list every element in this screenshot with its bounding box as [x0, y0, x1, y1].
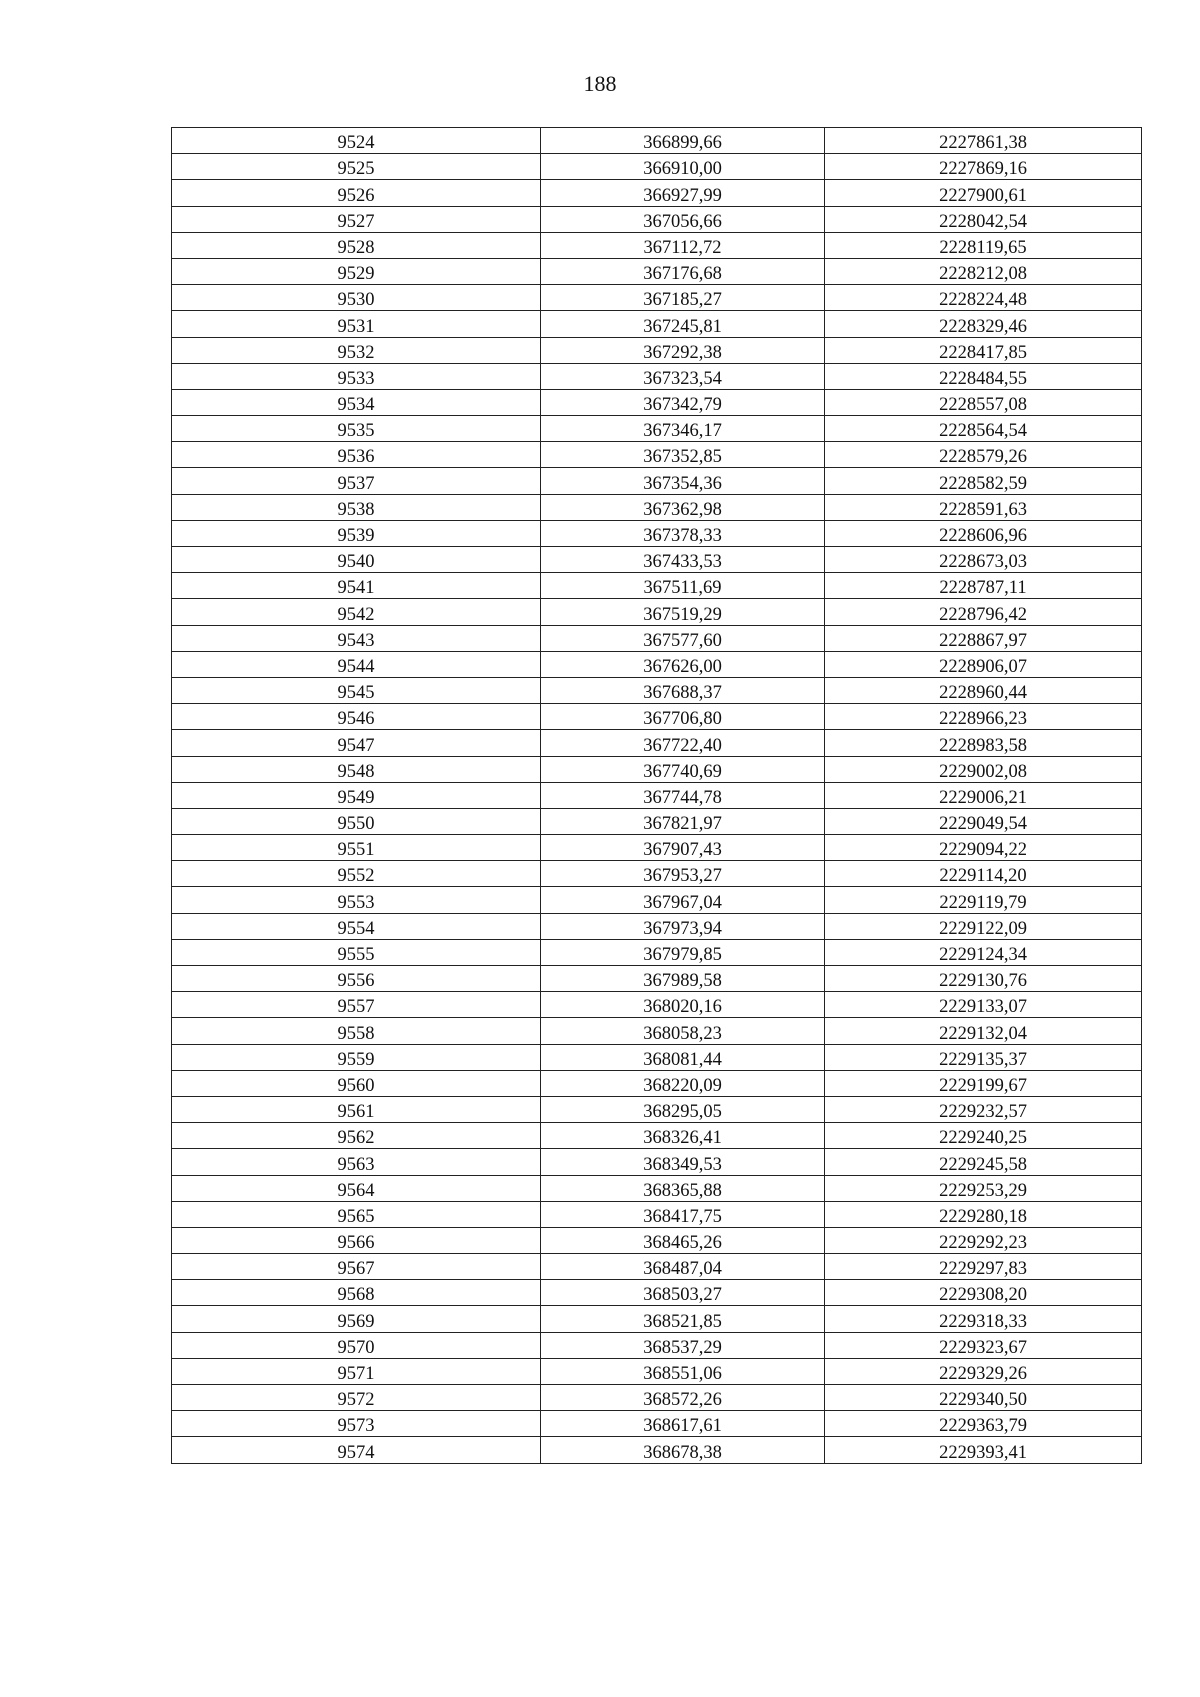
x-coordinate-cell: 368365,88 [541, 1175, 825, 1201]
point-number-cell: 9565 [172, 1201, 541, 1227]
y-coordinate-cell: 2228960,44 [825, 677, 1142, 703]
table-row [172, 128, 1142, 154]
table-row [172, 939, 1142, 965]
x-coordinate-cell: 367967,04 [541, 887, 825, 913]
table-row [172, 547, 1142, 573]
y-coordinate-cell: 2228119,65 [825, 232, 1142, 258]
point-number-cell: 9574 [172, 1437, 541, 1463]
page-number: 188 [583, 71, 617, 96]
table-row [172, 966, 1142, 992]
point-number-cell: 9537 [172, 468, 541, 494]
table-row [172, 1123, 1142, 1149]
y-coordinate-cell: 2229240,25 [825, 1123, 1142, 1149]
y-coordinate-cell: 2229308,20 [825, 1280, 1142, 1306]
point-number-cell: 9571 [172, 1358, 541, 1384]
point-number-cell: 9540 [172, 547, 541, 573]
point-number-cell: 9525 [172, 154, 541, 180]
table-row [172, 520, 1142, 546]
table-row [172, 232, 1142, 258]
table-row [172, 808, 1142, 834]
point-number-cell: 9548 [172, 756, 541, 782]
x-coordinate-cell: 368326,41 [541, 1123, 825, 1149]
x-coordinate-cell: 367989,58 [541, 966, 825, 992]
y-coordinate-cell: 2229340,50 [825, 1385, 1142, 1411]
table-row [172, 389, 1142, 415]
table-row [172, 1201, 1142, 1227]
x-coordinate-cell: 367953,27 [541, 861, 825, 887]
x-coordinate-cell: 368349,53 [541, 1149, 825, 1175]
y-coordinate-cell: 2229245,58 [825, 1149, 1142, 1175]
y-coordinate-cell: 2229329,26 [825, 1358, 1142, 1384]
point-number-cell: 9543 [172, 625, 541, 651]
table-row [172, 180, 1142, 206]
x-coordinate-cell: 368537,29 [541, 1332, 825, 1358]
point-number-cell: 9527 [172, 206, 541, 232]
point-number-cell: 9524 [172, 128, 541, 154]
table-row [172, 1306, 1142, 1332]
table-row [172, 625, 1142, 651]
point-number-cell: 9566 [172, 1227, 541, 1253]
point-number-cell: 9559 [172, 1044, 541, 1070]
table-row [172, 704, 1142, 730]
point-number-cell: 9528 [172, 232, 541, 258]
table-row [172, 887, 1142, 913]
table-row [172, 1070, 1142, 1096]
point-number-cell: 9570 [172, 1332, 541, 1358]
point-number-cell: 9563 [172, 1149, 541, 1175]
table-row [172, 206, 1142, 232]
table-row [172, 1437, 1142, 1463]
y-coordinate-cell: 2229133,07 [825, 992, 1142, 1018]
coordinates-table-body [172, 128, 1142, 1464]
x-coordinate-cell: 367519,29 [541, 599, 825, 625]
table-row [172, 494, 1142, 520]
point-number-cell: 9572 [172, 1385, 541, 1411]
point-number-cell: 9538 [172, 494, 541, 520]
point-number-cell: 9530 [172, 285, 541, 311]
y-coordinate-cell: 2228417,85 [825, 337, 1142, 363]
table-row [172, 1227, 1142, 1253]
point-number-cell: 9551 [172, 835, 541, 861]
y-coordinate-cell: 2227861,38 [825, 128, 1142, 154]
table-row [172, 651, 1142, 677]
x-coordinate-cell: 367511,69 [541, 573, 825, 599]
point-number-cell: 9555 [172, 939, 541, 965]
point-number-cell: 9539 [172, 520, 541, 546]
x-coordinate-cell: 367323,54 [541, 363, 825, 389]
table-row [172, 861, 1142, 887]
x-coordinate-cell: 366899,66 [541, 128, 825, 154]
x-coordinate-cell: 368058,23 [541, 1018, 825, 1044]
x-coordinate-cell: 368503,27 [541, 1280, 825, 1306]
table-row [172, 363, 1142, 389]
y-coordinate-cell: 2228042,54 [825, 206, 1142, 232]
y-coordinate-cell: 2227900,61 [825, 180, 1142, 206]
table-row [172, 677, 1142, 703]
y-coordinate-cell: 2229130,76 [825, 966, 1142, 992]
table-row [172, 992, 1142, 1018]
x-coordinate-cell: 367433,53 [541, 547, 825, 573]
x-coordinate-cell: 367626,00 [541, 651, 825, 677]
y-coordinate-cell: 2228557,08 [825, 389, 1142, 415]
table-row [172, 1358, 1142, 1384]
x-coordinate-cell: 367056,66 [541, 206, 825, 232]
x-coordinate-cell: 367292,38 [541, 337, 825, 363]
table-row [172, 311, 1142, 337]
table-row [172, 1254, 1142, 1280]
y-coordinate-cell: 2228582,59 [825, 468, 1142, 494]
x-coordinate-cell: 368617,61 [541, 1411, 825, 1437]
table-row [172, 1096, 1142, 1122]
x-coordinate-cell: 367688,37 [541, 677, 825, 703]
y-coordinate-cell: 2229318,33 [825, 1306, 1142, 1332]
coordinates-table [171, 127, 1142, 1464]
table-row [172, 442, 1142, 468]
y-coordinate-cell: 2229094,22 [825, 835, 1142, 861]
point-number-cell: 9562 [172, 1123, 541, 1149]
y-coordinate-cell: 2229132,04 [825, 1018, 1142, 1044]
y-coordinate-cell: 2228796,42 [825, 599, 1142, 625]
table-row [172, 835, 1142, 861]
y-coordinate-cell: 2229292,23 [825, 1227, 1142, 1253]
point-number-cell: 9558 [172, 1018, 541, 1044]
point-number-cell: 9541 [172, 573, 541, 599]
y-coordinate-cell: 2228906,07 [825, 651, 1142, 677]
table-row [172, 730, 1142, 756]
table-row [172, 1332, 1142, 1358]
point-number-cell: 9532 [172, 337, 541, 363]
x-coordinate-cell: 368020,16 [541, 992, 825, 1018]
table-row [172, 756, 1142, 782]
x-coordinate-cell: 367185,27 [541, 285, 825, 311]
y-coordinate-cell: 2229323,67 [825, 1332, 1142, 1358]
point-number-cell: 9552 [172, 861, 541, 887]
x-coordinate-cell: 367907,43 [541, 835, 825, 861]
point-number-cell: 9549 [172, 782, 541, 808]
x-coordinate-cell: 367362,98 [541, 494, 825, 520]
x-coordinate-cell: 368678,38 [541, 1437, 825, 1463]
table-row [172, 1149, 1142, 1175]
y-coordinate-cell: 2229199,67 [825, 1070, 1142, 1096]
y-coordinate-cell: 2229393,41 [825, 1437, 1142, 1463]
table-row [172, 416, 1142, 442]
table-row [172, 258, 1142, 284]
table-row [172, 1385, 1142, 1411]
point-number-cell: 9531 [172, 311, 541, 337]
y-coordinate-cell: 2229135,37 [825, 1044, 1142, 1070]
point-number-cell: 9533 [172, 363, 541, 389]
x-coordinate-cell: 368521,85 [541, 1306, 825, 1332]
x-coordinate-cell: 368417,75 [541, 1201, 825, 1227]
table-row [172, 1280, 1142, 1306]
y-coordinate-cell: 2228673,03 [825, 547, 1142, 573]
x-coordinate-cell: 368220,09 [541, 1070, 825, 1096]
x-coordinate-cell: 368295,05 [541, 1096, 825, 1122]
point-number-cell: 9556 [172, 966, 541, 992]
x-coordinate-cell: 367245,81 [541, 311, 825, 337]
y-coordinate-cell: 2229124,34 [825, 939, 1142, 965]
x-coordinate-cell: 367112,72 [541, 232, 825, 258]
x-coordinate-cell: 367979,85 [541, 939, 825, 965]
point-number-cell: 9529 [172, 258, 541, 284]
x-coordinate-cell: 367176,68 [541, 258, 825, 284]
table-row [172, 285, 1142, 311]
y-coordinate-cell: 2229119,79 [825, 887, 1142, 913]
point-number-cell: 9569 [172, 1306, 541, 1332]
y-coordinate-cell: 2228787,11 [825, 573, 1142, 599]
point-number-cell: 9546 [172, 704, 541, 730]
point-number-cell: 9542 [172, 599, 541, 625]
y-coordinate-cell: 2228224,48 [825, 285, 1142, 311]
y-coordinate-cell: 2229114,20 [825, 861, 1142, 887]
y-coordinate-cell: 2229006,21 [825, 782, 1142, 808]
table-row [172, 1411, 1142, 1437]
x-coordinate-cell: 367973,94 [541, 913, 825, 939]
table-row [172, 573, 1142, 599]
table-row [172, 599, 1142, 625]
point-number-cell: 9550 [172, 808, 541, 834]
point-number-cell: 9553 [172, 887, 541, 913]
point-number-cell: 9560 [172, 1070, 541, 1096]
y-coordinate-cell: 2229253,29 [825, 1175, 1142, 1201]
point-number-cell: 9573 [172, 1411, 541, 1437]
y-coordinate-cell: 2228966,23 [825, 704, 1142, 730]
y-coordinate-cell: 2228591,63 [825, 494, 1142, 520]
table-row [172, 782, 1142, 808]
table-row [172, 1044, 1142, 1070]
x-coordinate-cell: 367740,69 [541, 756, 825, 782]
x-coordinate-cell: 368487,04 [541, 1254, 825, 1280]
point-number-cell: 9567 [172, 1254, 541, 1280]
x-coordinate-cell: 367342,79 [541, 389, 825, 415]
point-number-cell: 9554 [172, 913, 541, 939]
y-coordinate-cell: 2228983,58 [825, 730, 1142, 756]
y-coordinate-cell: 2228579,26 [825, 442, 1142, 468]
table-row [172, 913, 1142, 939]
x-coordinate-cell: 367706,80 [541, 704, 825, 730]
point-number-cell: 9534 [172, 389, 541, 415]
y-coordinate-cell: 2228606,96 [825, 520, 1142, 546]
x-coordinate-cell: 368551,06 [541, 1358, 825, 1384]
x-coordinate-cell: 367744,78 [541, 782, 825, 808]
point-number-cell: 9561 [172, 1096, 541, 1122]
point-number-cell: 9557 [172, 992, 541, 1018]
x-coordinate-cell: 366910,00 [541, 154, 825, 180]
table-row [172, 154, 1142, 180]
x-coordinate-cell: 367352,85 [541, 442, 825, 468]
table-row [172, 337, 1142, 363]
y-coordinate-cell: 2229297,83 [825, 1254, 1142, 1280]
x-coordinate-cell: 366927,99 [541, 180, 825, 206]
x-coordinate-cell: 368572,26 [541, 1385, 825, 1411]
x-coordinate-cell: 367354,36 [541, 468, 825, 494]
y-coordinate-cell: 2229002,08 [825, 756, 1142, 782]
y-coordinate-cell: 2228329,46 [825, 311, 1142, 337]
point-number-cell: 9526 [172, 180, 541, 206]
point-number-cell: 9536 [172, 442, 541, 468]
x-coordinate-cell: 367821,97 [541, 808, 825, 834]
y-coordinate-cell: 2229232,57 [825, 1096, 1142, 1122]
point-number-cell: 9568 [172, 1280, 541, 1306]
y-coordinate-cell: 2228564,54 [825, 416, 1142, 442]
y-coordinate-cell: 2228484,55 [825, 363, 1142, 389]
point-number-cell: 9545 [172, 677, 541, 703]
table-row [172, 1018, 1142, 1044]
x-coordinate-cell: 367346,17 [541, 416, 825, 442]
x-coordinate-cell: 368081,44 [541, 1044, 825, 1070]
y-coordinate-cell: 2228867,97 [825, 625, 1142, 651]
y-coordinate-cell: 2229280,18 [825, 1201, 1142, 1227]
y-coordinate-cell: 2229049,54 [825, 808, 1142, 834]
x-coordinate-cell: 367722,40 [541, 730, 825, 756]
y-coordinate-cell: 2227869,16 [825, 154, 1142, 180]
x-coordinate-cell: 367378,33 [541, 520, 825, 546]
table-row [172, 1175, 1142, 1201]
x-coordinate-cell: 367577,60 [541, 625, 825, 651]
y-coordinate-cell: 2228212,08 [825, 258, 1142, 284]
point-number-cell: 9544 [172, 651, 541, 677]
x-coordinate-cell: 368465,26 [541, 1227, 825, 1253]
table-row [172, 468, 1142, 494]
y-coordinate-cell: 2229122,09 [825, 913, 1142, 939]
point-number-cell: 9564 [172, 1175, 541, 1201]
y-coordinate-cell: 2229363,79 [825, 1411, 1142, 1437]
point-number-cell: 9547 [172, 730, 541, 756]
point-number-cell: 9535 [172, 416, 541, 442]
